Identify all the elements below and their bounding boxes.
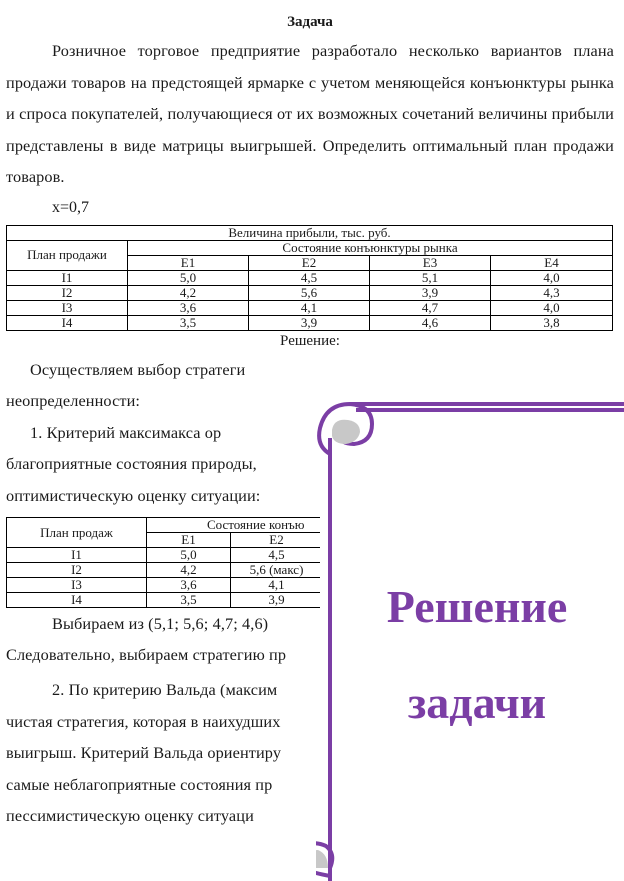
row-label: I4	[7, 315, 128, 330]
solution-line: 2. По критерию Вальда (максим	[52, 680, 278, 699]
table-row	[7, 548, 323, 563]
document-title: Задача	[287, 14, 333, 30]
row-label: I1	[7, 270, 128, 285]
maximax-table	[6, 517, 323, 608]
table-row	[7, 593, 323, 608]
task-paragraph: Розничное торговое предприятие разработало несколько вариантов плана продажи товаров на предстоящей ярмарке с учетом меняющейся конъюнктуры рынка и спроса покупателей, получающиеся от их возможных сочетаний величины прибыли представлены в виде матрицы выигрышей. Определить оптимальный план продажи товаров.	[6, 41, 614, 186]
cell: 4,1	[231, 578, 323, 593]
solution-line: Осуществляем выбор стратеги	[30, 359, 246, 379]
cell: 4,2	[128, 285, 249, 300]
cell: 4,0	[491, 270, 613, 285]
table-row	[7, 578, 323, 593]
solution-body	[6, 354, 322, 512]
row-label: I3	[7, 578, 147, 593]
cell: 4,2	[147, 563, 231, 578]
column-header: E4	[491, 255, 613, 270]
solution-line: выигрыш. Критерий Вальда ориентиру	[6, 743, 282, 762]
table-row	[7, 315, 613, 330]
solution-line: пессимистическую оценку ситуаци	[6, 806, 254, 825]
cell: 4,7	[370, 300, 491, 315]
row-label: I3	[7, 300, 128, 315]
solution-line: оптимистическую оценку ситуации:	[6, 485, 261, 505]
row-header: План продажи	[7, 240, 128, 270]
cell: 3,6	[147, 578, 231, 593]
cell: 3,9	[231, 593, 323, 608]
solution-line: благоприятные состояния природы,	[6, 454, 257, 473]
scroll-title-line1: Решение	[386, 581, 568, 632]
solution-line: Выбираем из (5,1; 5,6; 4,7; 4,6)	[52, 614, 269, 633]
cell: 3,6	[128, 300, 249, 315]
solution-scroll-banner[interactable]	[316, 398, 624, 881]
x-coefficient: x=0,7	[52, 198, 90, 216]
row-label: I1	[7, 548, 147, 563]
group-header: Состояние конъюнктуры рынка	[128, 240, 613, 255]
solution-body-continued	[6, 612, 322, 832]
cell: 5,6	[249, 285, 370, 300]
cell: 4,5	[249, 270, 370, 285]
cell: 5,6 (макс)	[231, 563, 323, 578]
cell: 5,1	[370, 270, 491, 285]
group-header: Состояние конъю	[147, 518, 323, 533]
cell: 5,0	[128, 270, 249, 285]
cell: 3,8	[491, 315, 613, 330]
column-header: E1	[147, 533, 231, 548]
solution-heading: Решение:	[280, 332, 340, 349]
solution-line: Следовательно, выбираем стратегию пр	[6, 645, 287, 664]
cell: 4,3	[491, 285, 613, 300]
cell: 3,5	[147, 593, 231, 608]
column-header: E3	[370, 255, 491, 270]
scroll-shape	[316, 398, 624, 881]
table-row	[7, 300, 613, 315]
table-row	[7, 270, 613, 285]
cell: 4,0	[491, 300, 613, 315]
solution-line: неопределенности:	[6, 391, 141, 410]
cell: 5,0	[147, 548, 231, 563]
solution-line: самые неблагоприятные состояния пр	[6, 774, 273, 794]
cell: 3,5	[128, 315, 249, 330]
table-caption: Величина прибыли, тыс. руб.	[7, 225, 613, 240]
column-header: E1	[128, 255, 249, 270]
scroll-title-line2: задачи	[407, 677, 547, 728]
row-header: План продаж	[7, 518, 147, 548]
table-row	[7, 285, 613, 300]
table-row	[7, 563, 323, 578]
column-header: E2	[249, 255, 370, 270]
row-label: I2	[7, 285, 128, 300]
cell: 4,1	[249, 300, 370, 315]
cell: 4,5	[231, 548, 323, 563]
cell: 3,9	[370, 285, 491, 300]
cell: 4,6	[370, 315, 491, 330]
cell: 3,9	[249, 315, 370, 330]
row-label: I4	[7, 593, 147, 608]
solution-line: чистая стратегия, которая в наихудших	[6, 711, 281, 731]
row-label: I2	[7, 563, 147, 578]
solution-line: 1. Критерий максимакса ор	[30, 422, 222, 442]
profit-matrix-table	[6, 225, 613, 331]
column-header: E2	[231, 533, 323, 548]
